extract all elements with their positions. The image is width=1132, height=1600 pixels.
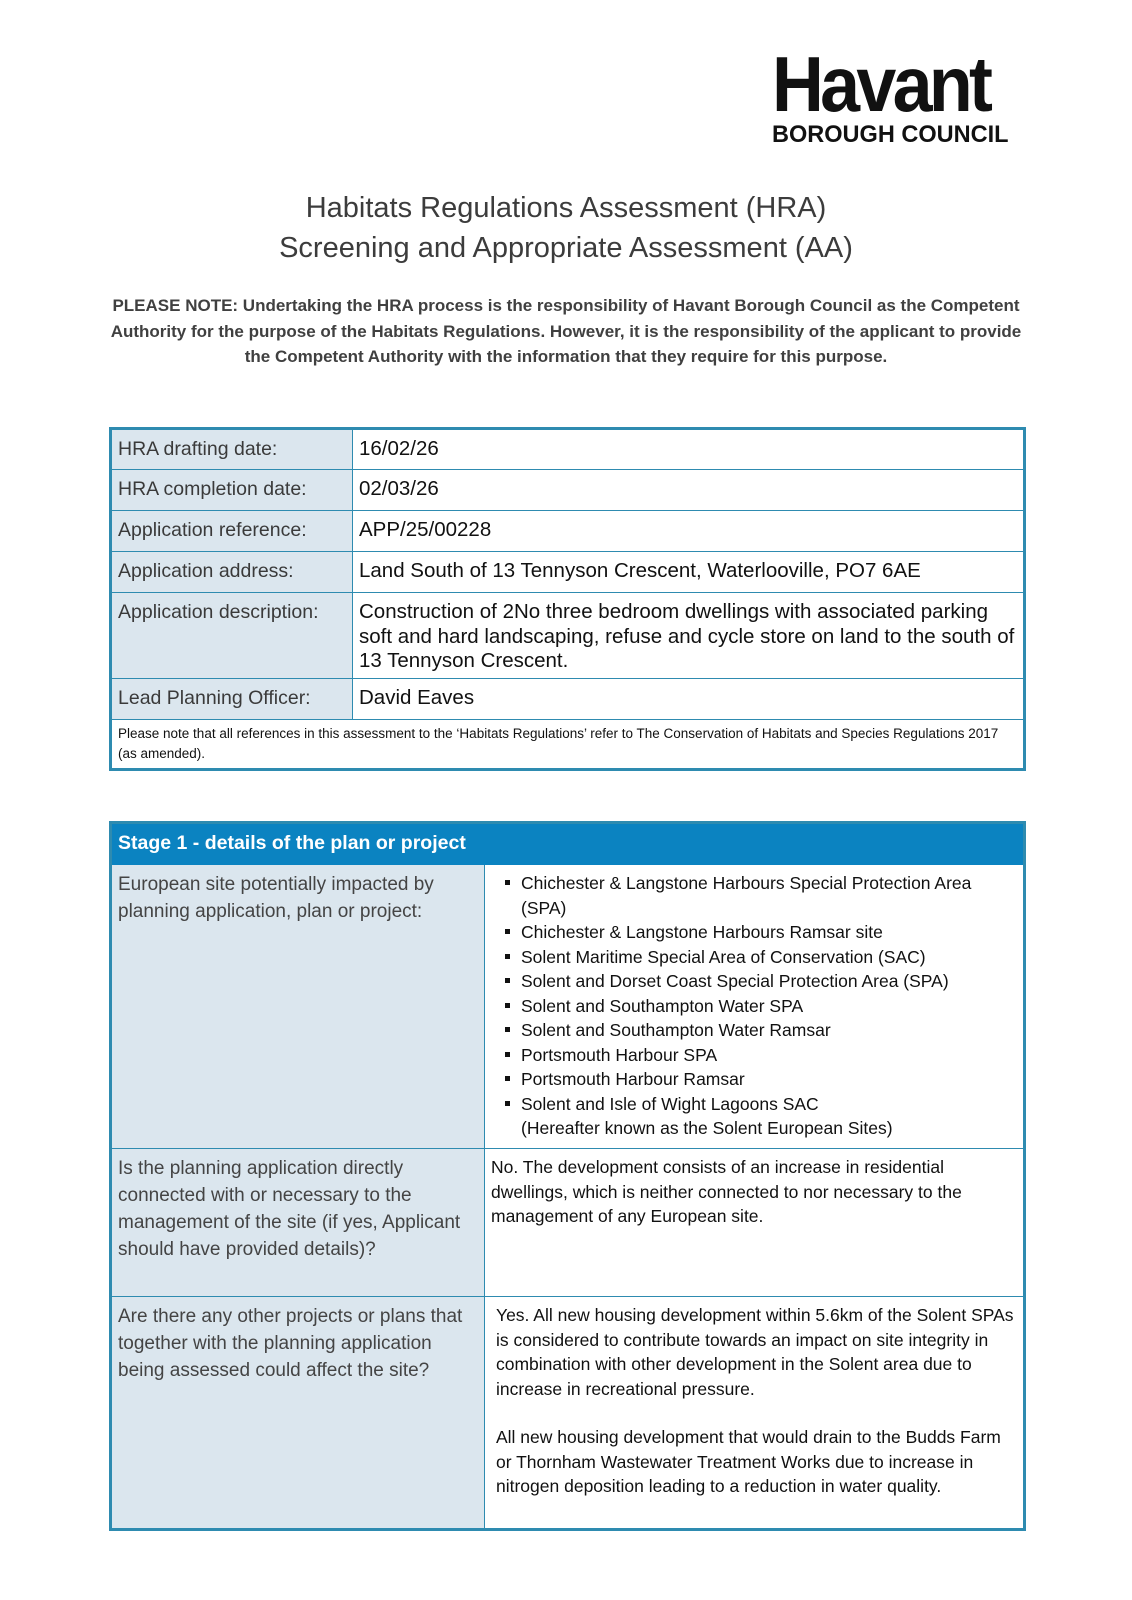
square-bullet-icon [505, 1076, 510, 1081]
square-bullet-icon [505, 978, 510, 983]
document-title [0, 188, 1132, 268]
european-sites-cell [485, 865, 1025, 1149]
table-row [111, 1149, 1025, 1297]
nitrogen-deposition-paragraph: All new housing development that would drain to the Budds Farm or Thornham Wastewater Treatment Works due to increase in nitrogen deposition leading to a reduction in water quality. [496, 1427, 1001, 1496]
stage-header-row [111, 823, 1025, 865]
table-row [111, 1297, 1025, 1530]
habitats-regulations-footnote: Please note that all references in this assessment to the ‘Habitats Regulations’ refer to The Conservation of Habitats and Species Regulations 2017 (as amended). [111, 719, 1025, 769]
row-label: European site potentially impacted by planning application, plan or project: [111, 865, 485, 1149]
row-value: David Eaves [353, 678, 1025, 719]
square-bullet-icon [505, 1027, 510, 1032]
square-bullet-icon [505, 1101, 510, 1106]
square-bullet-icon [505, 880, 510, 885]
havant-borough-council-logo [772, 40, 1030, 148]
square-bullet-icon [505, 929, 510, 934]
row-label: Are there any other projects or plans that together with the planning application being assessed could affect the site? [111, 1297, 485, 1530]
table-row [111, 593, 1025, 679]
recreational-pressure-paragraph: Yes. All new housing development within 5.6km of the Solent SPAs is considered to contribute towards an impact on site integrity in combination with other development in the Solent area due to increase in recreational pressure. [496, 1305, 1014, 1399]
table-footnote-row [111, 719, 1025, 769]
list-item: Chichester & Langstone Harbours Special Protection Area (SPA) [503, 871, 1017, 920]
european-sites-list [491, 871, 1017, 1116]
row-value: 16/02/26 [353, 429, 1025, 470]
list-item: Portsmouth Harbour SPA [503, 1043, 1017, 1068]
square-bullet-icon [505, 954, 510, 959]
row-label: HRA completion date: [111, 470, 353, 511]
stage-1-header: Stage 1 - details of the plan or project [111, 823, 1025, 865]
row-value: Construction of 2No three bedroom dwellings with associated parking soft and hard landscaping, refuse and cycle store on land to the south of 13 Tennyson Crescent. [353, 593, 1025, 679]
row-label: HRA drafting date: [111, 429, 353, 470]
square-bullet-icon [505, 1003, 510, 1008]
table-row [111, 429, 1025, 470]
row-label: Is the planning application directly connected with or necessary to the management of the site (if yes, Applicant should have provided details)? [111, 1149, 485, 1297]
row-value: APP/25/00228 [353, 511, 1025, 552]
table-row [111, 865, 1025, 1149]
table-row [111, 470, 1025, 511]
row-label: Application description: [111, 593, 353, 679]
list-item: Solent and Southampton Water SPA [503, 994, 1017, 1019]
list-item: Portsmouth Harbour Ramsar [503, 1067, 1017, 1092]
table-row [111, 552, 1025, 593]
list-item: Solent and Isle of Wight Lagoons SAC [503, 1092, 1017, 1117]
row-label: Lead Planning Officer: [111, 678, 353, 719]
please-note-paragraph: PLEASE NOTE: Undertaking the HRA process is the responsibility of Havant Borough Council as the Competent Authority for the purpose of the Habitats Regulations. However, it is the responsibility of the applicant to provide the Competent Authority with the information that they require for this purpose. [110, 296, 1022, 366]
list-item: Solent Maritime Special Area of Conservation (SAC) [503, 945, 1017, 970]
stage-1-table [109, 821, 1026, 1531]
logo-subtitle: BOROUGH COUNCIL [772, 121, 1009, 148]
table-row [111, 678, 1025, 719]
row-value: Land South of 13 Tennyson Crescent, Waterlooville, PO7 6AE [353, 552, 1025, 593]
table-row [111, 511, 1025, 552]
other-projects-cell [485, 1297, 1025, 1530]
solent-european-sites-note: (Hereafter known as the Solent European Sites) [521, 1118, 893, 1138]
square-bullet-icon [505, 1052, 510, 1057]
logo-wordmark: Havant [772, 40, 990, 128]
title-line-2: Screening and Appropriate Assessment (AA) [279, 232, 853, 264]
row-label: Application address: [111, 552, 353, 593]
list-item: Chichester & Langstone Harbours Ramsar site [503, 920, 1017, 945]
title-line-1: Habitats Regulations Assessment (HRA) [305, 192, 827, 224]
row-value: No. The development consists of an increase in residential dwellings, which is neither connected to nor necessary to the management of any European site. [485, 1149, 1025, 1297]
list-item: Solent and Dorset Coast Special Protection Area (SPA) [503, 969, 1017, 994]
application-details-table [109, 427, 1026, 771]
list-item: Solent and Southampton Water Ramsar [503, 1018, 1017, 1043]
row-value: 02/03/26 [353, 470, 1025, 511]
row-label: Application reference: [111, 511, 353, 552]
